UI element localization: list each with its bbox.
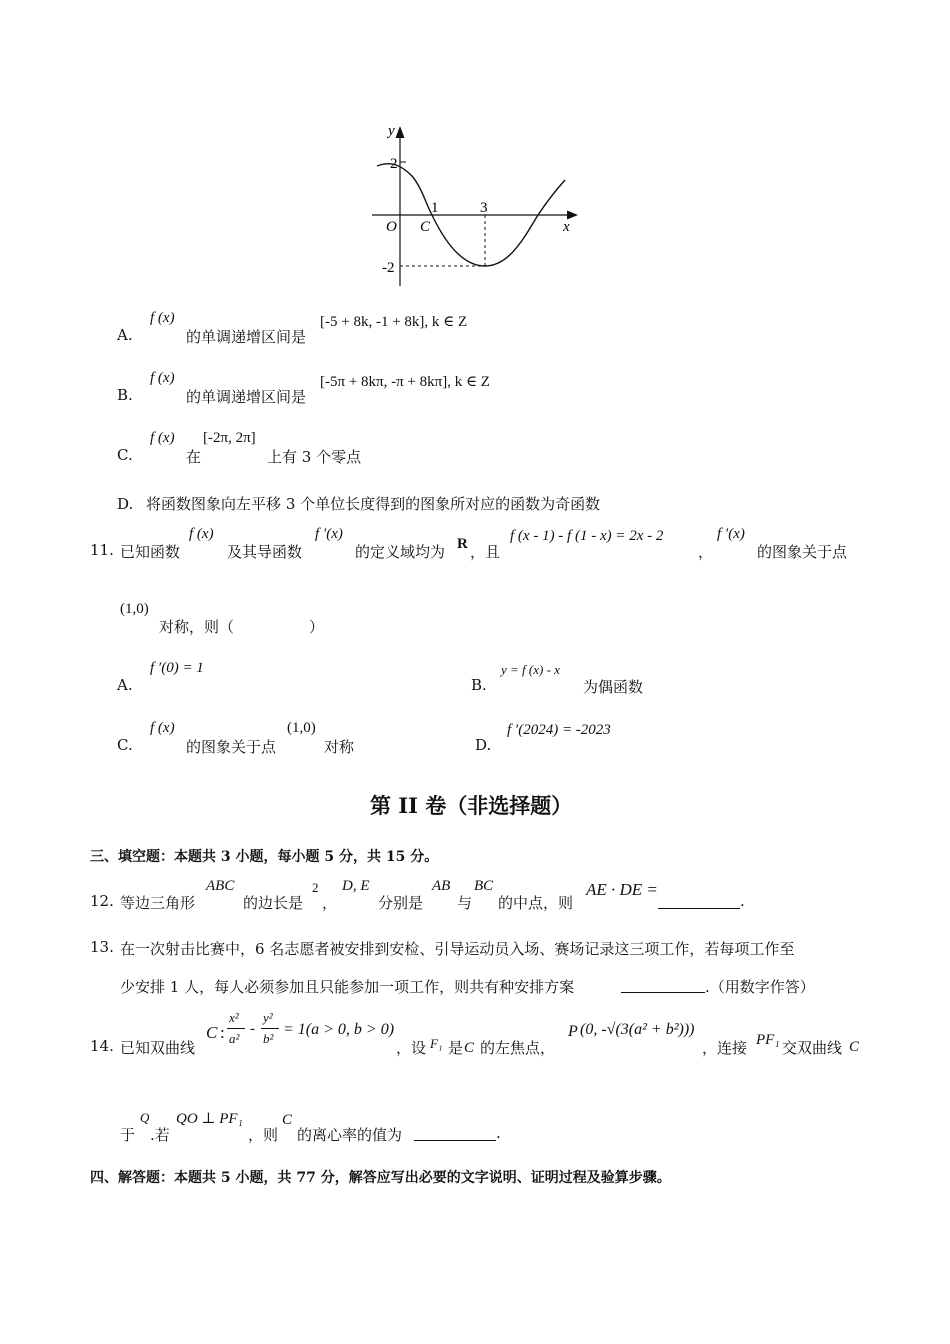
option-letter: B.	[471, 676, 487, 694]
math-C: C	[206, 1023, 218, 1042]
math-colon: :	[220, 1023, 225, 1042]
q10-option-d[interactable]	[117, 493, 600, 514]
q14-text: ，连接	[702, 1039, 748, 1057]
part4-header: 四、解答题：本题共 5 小题，共 77 分，解答应写出必要的文字说明、证明过程及验算步骤。	[90, 1170, 671, 1186]
option-text: 的单调递增区间是	[186, 328, 307, 346]
math-dot-product: AE · DE =	[586, 880, 658, 899]
option-letter: A.	[117, 676, 133, 694]
option-text: 在	[186, 448, 202, 466]
question-14	[90, 1010, 880, 1150]
math-P-coordinates: (0, -√(3(a² + b²)))	[580, 1021, 695, 1038]
math-C: C	[464, 1040, 475, 1056]
q13-line2-end: .（用数字作答）	[705, 978, 815, 996]
option-letter: A.	[117, 326, 133, 344]
y-axis-label: y	[388, 123, 395, 139]
math-interval: [-5π + 8kπ, -π + 8kπ], k ∈ Z	[320, 374, 490, 390]
math-fx: f (x)	[150, 430, 175, 446]
math-AB: AB	[432, 878, 451, 894]
q11-option-c[interactable]	[117, 720, 437, 756]
q14-text: 交双曲线	[782, 1039, 843, 1057]
math-C: C	[282, 1112, 293, 1128]
y-axis-arrow	[396, 126, 405, 138]
frac-den-b2: b²	[263, 1031, 274, 1046]
question-number: 13.	[90, 938, 114, 956]
math-fx: f (x)	[189, 526, 214, 542]
math-minus: -	[250, 1021, 255, 1037]
q13-line1: 在一次射击比赛中，6 名志愿者被安排到安检、引导运动员入场、赛场记录这三项工作，若每项工作至	[120, 940, 795, 958]
q12-text: 的中点，则	[498, 894, 574, 912]
answer-blank[interactable]	[621, 978, 705, 993]
question-number: 14.	[90, 1037, 114, 1055]
q11-text: 的图象关于点	[757, 543, 848, 561]
math-DE: D, E	[342, 878, 370, 894]
math-perpendicular: QO ⊥ PF₁	[176, 1111, 243, 1127]
question-11	[90, 526, 870, 646]
question-number: 11.	[90, 541, 114, 559]
answer-blank[interactable]	[414, 1126, 496, 1141]
frac-num-x2: x²	[229, 1010, 239, 1025]
q14-text: ，则	[248, 1126, 279, 1144]
q10-option-a[interactable]	[117, 310, 537, 346]
x-axis-label: x	[563, 219, 570, 235]
q11-text: ，且	[470, 543, 501, 561]
frac-den-a2: a²	[229, 1031, 240, 1046]
q14-text: ，设	[396, 1039, 427, 1057]
math-Q: Q	[140, 1110, 150, 1125]
option-letter: D.	[475, 736, 492, 754]
function-graph	[360, 118, 590, 290]
math-expr: f ′(2024) = -2023	[507, 722, 611, 738]
math-F1: F₁	[430, 1036, 443, 1051]
math-two: 2	[312, 880, 319, 895]
fraction-bar	[227, 1028, 245, 1029]
q11-option-d[interactable]	[475, 720, 775, 756]
math-fx: f (x)	[150, 310, 175, 326]
math-interval: [-2π, 2π]	[203, 430, 256, 446]
q12-text: 与	[457, 894, 473, 912]
q14-text: 已知双曲线	[120, 1039, 196, 1057]
math-point: (1,0)	[287, 720, 316, 736]
option-text: 上有 3 个零点	[267, 448, 362, 466]
q11-text: 的定义域均为	[355, 543, 446, 561]
math-expr: f ′(0) = 1	[150, 660, 204, 676]
option-letter: C.	[117, 736, 133, 754]
q12-text: .	[740, 892, 745, 910]
math-fx: f (x)	[150, 720, 175, 736]
math-fprime: f ′(x)	[717, 526, 745, 542]
math-ABC: ABC	[206, 878, 235, 894]
q14-text: 是	[448, 1039, 464, 1057]
part3-header: 三、填空题：本题共 3 小题，每小题 5 分，共 15 分。	[90, 849, 439, 865]
math-P: P	[568, 1023, 578, 1040]
q10-option-c[interactable]	[117, 430, 537, 466]
math-BC: BC	[474, 878, 494, 894]
q11-text: 已知函数	[120, 543, 181, 561]
option-letter: D.	[117, 495, 134, 513]
section-title: 第 II 卷（非选择题）	[370, 793, 573, 818]
math-expr: y = f (x) - x	[501, 662, 560, 677]
option-text: 为偶函数	[583, 678, 644, 696]
tick-x-1-label: 1	[431, 200, 439, 216]
question-13	[90, 938, 870, 998]
math-point: (1,0)	[120, 601, 149, 617]
math-fx: f (x)	[150, 370, 175, 386]
q14-text: 的离心率的值为	[297, 1126, 403, 1144]
q11-option-a[interactable]	[117, 660, 417, 696]
option-text: 对称	[324, 738, 355, 756]
q12-text: 分别是	[378, 894, 424, 912]
question-number: 12.	[90, 892, 114, 910]
fraction-bar	[261, 1028, 279, 1029]
q12-text: 的边长是	[243, 894, 304, 912]
option-text: 的图象关于点	[186, 738, 277, 756]
set-R: R	[457, 536, 468, 552]
q10-option-b[interactable]	[117, 370, 537, 406]
tick-x-3-label: 3	[480, 200, 488, 216]
tick-y-top-label: 2	[390, 156, 398, 172]
math-interval: [-5 + 8k, -1 + 8k], k ∈ Z	[320, 314, 468, 330]
point-c-label: C	[420, 219, 431, 235]
frac-num-y2: y²	[263, 1010, 273, 1025]
q14-text: 于	[120, 1126, 136, 1144]
q11-option-b[interactable]	[471, 660, 771, 696]
q11-text: 对称，则（ ）	[159, 618, 325, 636]
q14-text: .	[496, 1124, 501, 1142]
math-equation: f (x - 1) - f (1 - x) = 2x - 2	[510, 528, 664, 544]
q11-text: ，	[698, 543, 714, 561]
q14-text: .若	[150, 1126, 170, 1144]
q11-text: 及其导函数	[227, 543, 303, 561]
q12-text: 等边三角形	[120, 894, 196, 912]
math-fprime: f ′(x)	[315, 526, 343, 542]
math-condition: = 1(a > 0, b > 0)	[283, 1021, 395, 1038]
option-letter: C.	[117, 446, 133, 464]
math-C: C	[849, 1039, 860, 1055]
q12-text: ，	[322, 894, 338, 912]
question-12	[90, 876, 850, 912]
math-PF1: PF₁	[756, 1032, 780, 1048]
option-text: 将函数图象向左平移 3 个单位长度得到的图象所对应的函数为奇函数	[146, 495, 601, 513]
tick-y-bottom-label: -2	[382, 260, 395, 276]
answer-blank[interactable]	[658, 894, 740, 909]
option-letter: B.	[117, 386, 133, 404]
q13-line2: 少安排 1 人，每人必须参加且只能参加一项工作，则共有种安排方案	[120, 978, 575, 996]
q14-text: 的左焦点，	[480, 1039, 556, 1057]
option-text: 的单调递增区间是	[186, 388, 307, 406]
origin-label: O	[386, 219, 397, 235]
